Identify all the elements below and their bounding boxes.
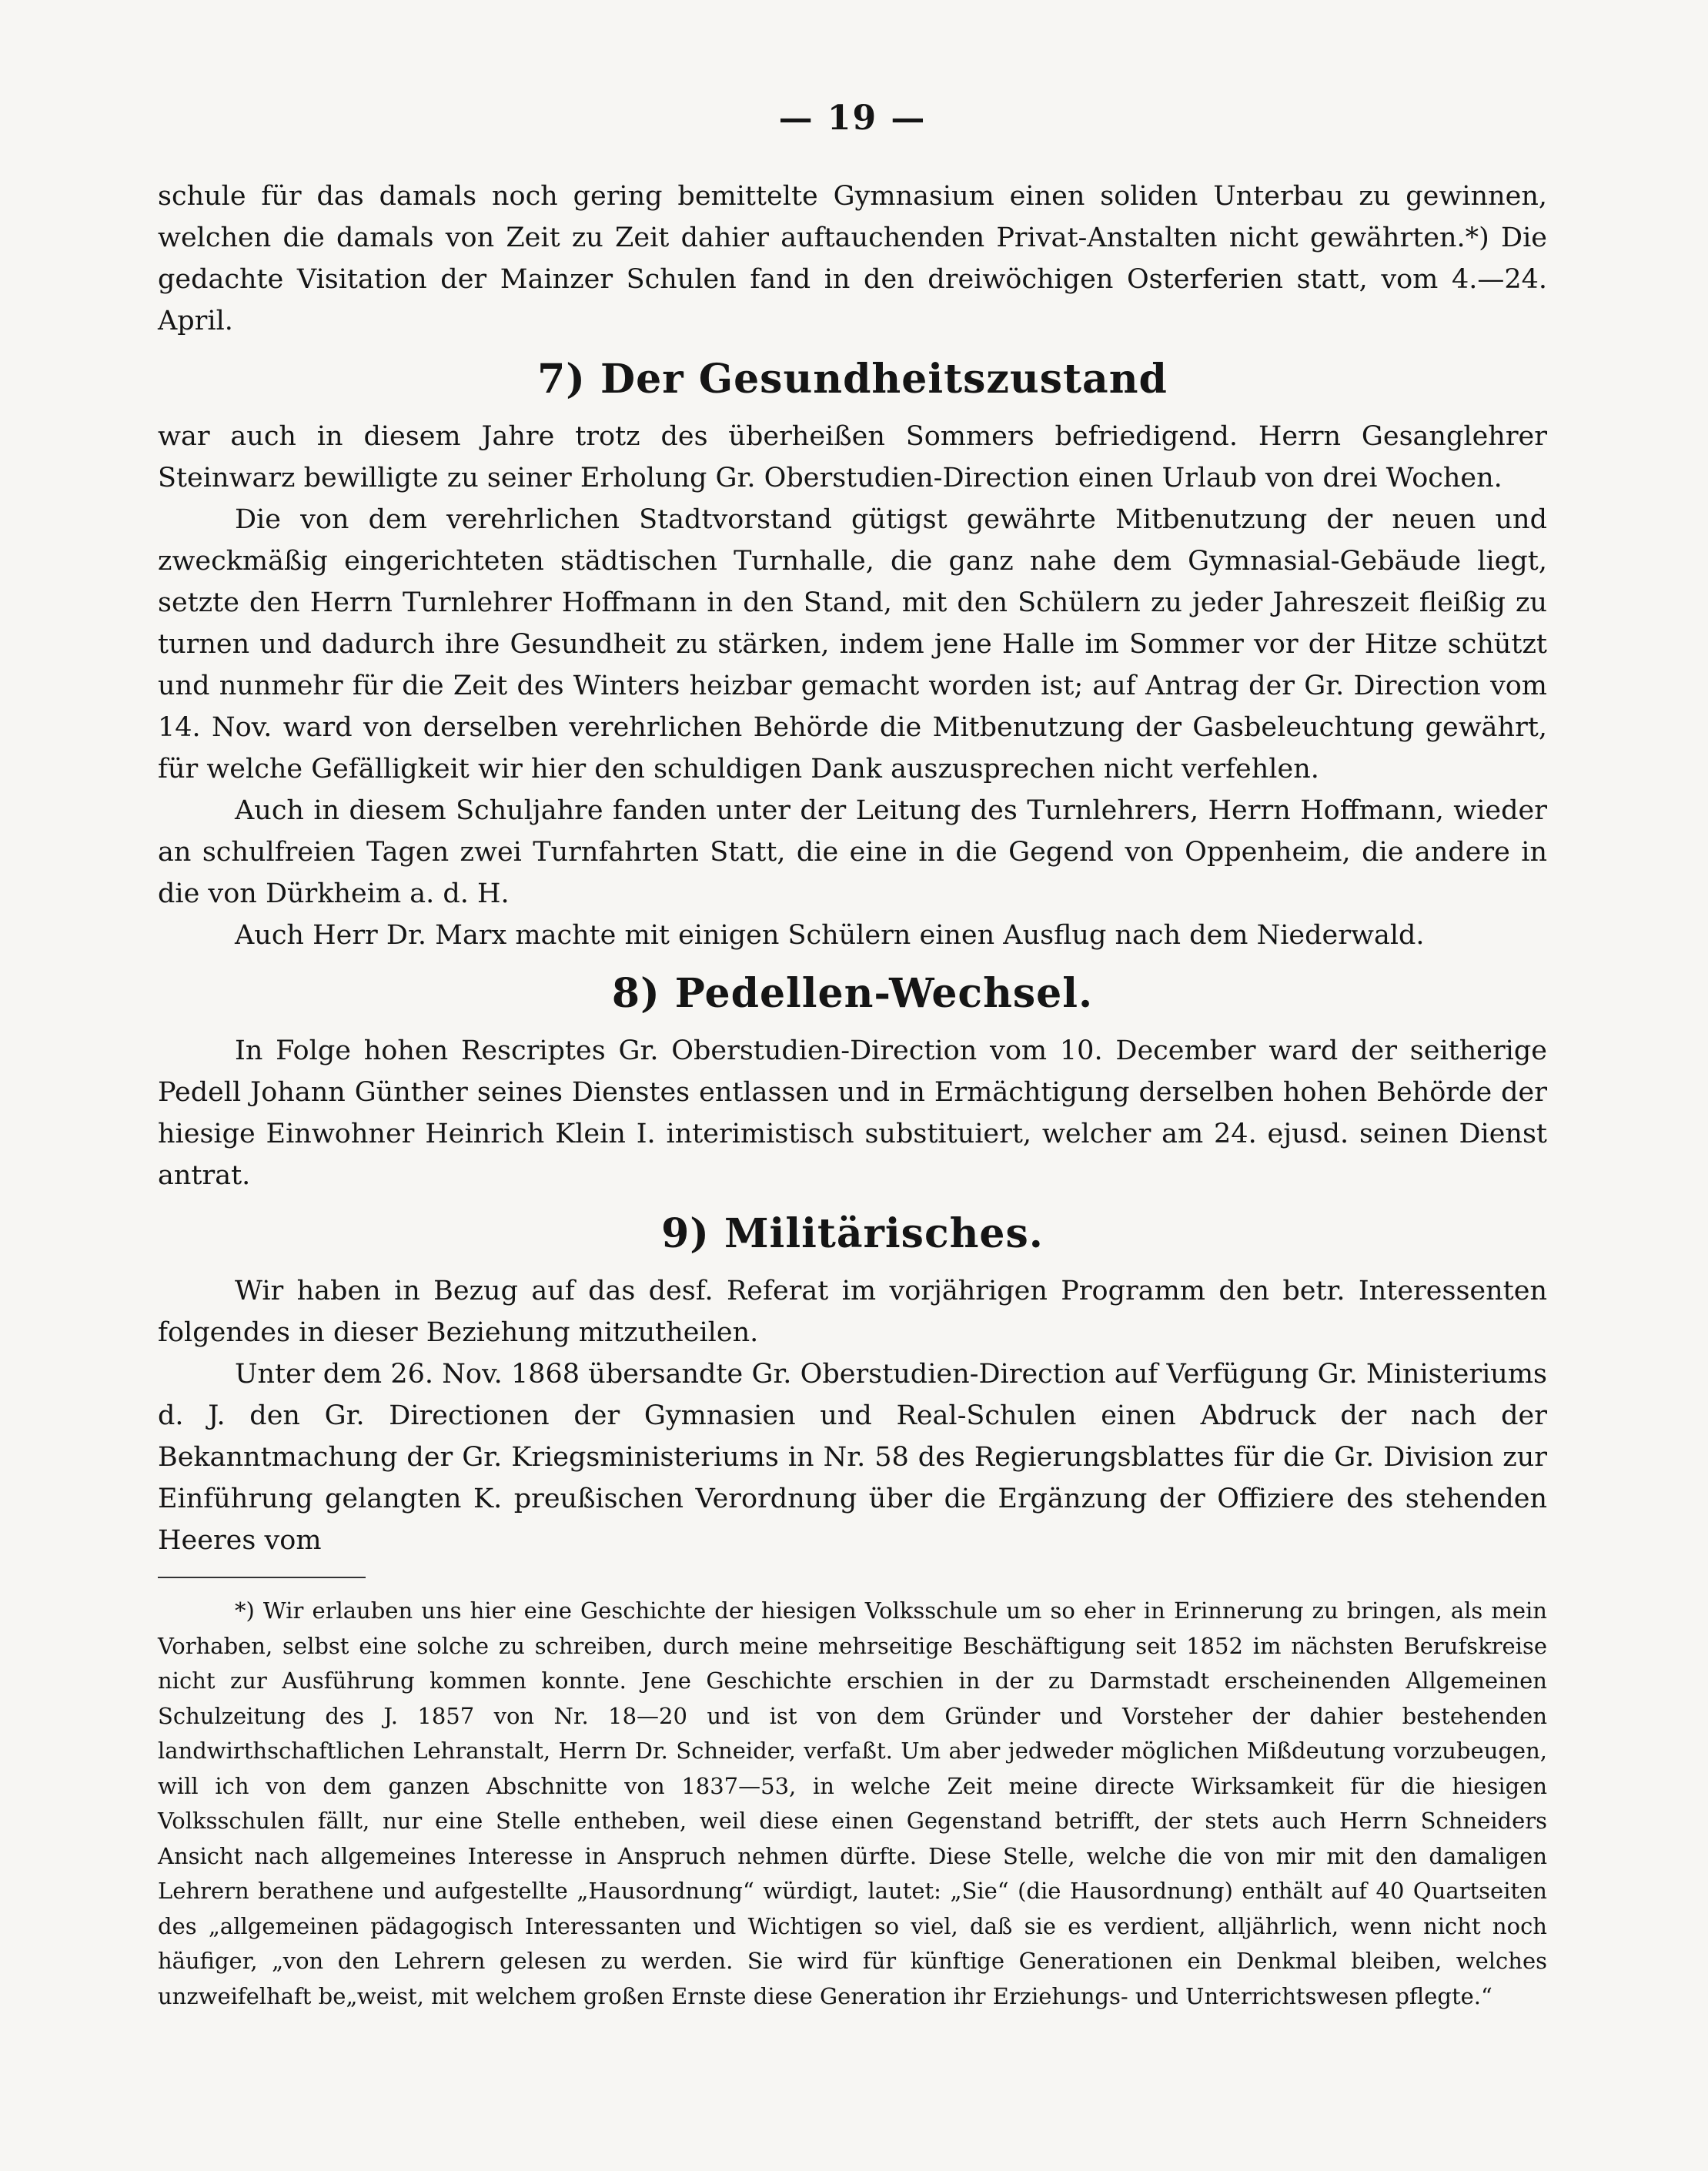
section-9-paragraph-1: Wir haben in Bezug auf das desf. Referat im vorjährigen Programm den betr. Interessenten folgendes in dieser Beziehung mitzutheilen.	[158, 1276, 1547, 1348]
section-7-paragraph-1: war auch in diesem Jahre trotz des überheißen Sommers befriedigend. Herrn Gesanglehrer Steinwarz bewilligte zu seiner Erholung Gr. Oberstudien-Direction einen Urlaub von drei Wochen.	[158, 421, 1547, 493]
continuation-paragraph: schule für das damals noch gering bemittelte Gymnasium einen soliden Unterbau zu gewinnen, welchen die damals von Zeit zu Zeit dahier auftauchenden Privat-Anstalten nicht gewährten.*) Die gedachte Visitation der Mainzer Schulen fand in den dreiwöchigen Osterferien statt, vom 4.—24. April.	[158, 181, 1547, 336]
section-7-paragraph-2: Die von dem verehrlichen Stadtvorstand gütigst gewährte Mitbenutzung der neuen und zweckmäßig eingerichteten städtischen Turnhalle, die ganz nahe dem Gymnasial-Gebäude liegt, setzte den Herrn Turnlehrer Hoffmann in den Stand, mit den Schülern zu jeder Jahreszeit fleißig zu turnen und dadurch ihre Gesundheit zu stärken, indem jene Halle im Sommer vor der Hitze schützt und nunmehr für die Zeit des Winters heizbar gemacht worden ist; auf Antrag der Gr. Direction vom 14. Nov. ward von derselben verehrlichen Behörde die Mitbenutzung der Gasbeleuchtung gewährt, für welche Gefälligkeit wir hier den schuldigen Dank auszusprechen nicht verfehlen.	[158, 504, 1547, 784]
page-number: — 19 —	[778, 99, 927, 138]
section-9-heading: 9) Militärisches.	[661, 1210, 1044, 1257]
footnote-block	[158, 1594, 1547, 2014]
section-7-paragraph-4: Auch Herr Dr. Marx machte mit einigen Schülern einen Ausflug nach dem Niederwald.	[235, 920, 1425, 951]
body-text	[158, 176, 1547, 2014]
footnote-divider	[158, 1577, 366, 1578]
section-7-paragraph-3: Auch in diesem Schuljahre fanden unter der Leitung des Turnlehrers, Herrn Hoffmann, wieder an schulfreien Tagen zwei Turnfahrten Statt, die eine in die Gegend von Oppenheim, die andere in die von Dürkheim a. d. H.	[158, 795, 1547, 909]
section-8-paragraph-1: In Folge hohen Rescriptes Gr. Oberstudien-Direction vom 10. December ward der seitherige Pedell Johann Günther seines Dienstes entlassen und in Ermächtigung derselben hohen Behörde der hiesige Einwohner Heinrich Klein I. interimistisch substituiert, welcher am 24. ejusd. seinen Dienst antrat.	[158, 1035, 1547, 1191]
section-8-heading: 8) Pedellen-Wechsel.	[611, 970, 1094, 1017]
footnote-text: *) Wir erlauben uns hier eine Geschichte der hiesigen Volksschule um so eher in Erinnerung zu bringen, als mein Vorhaben, selbst eine solche zu schreiben, durch meine mehrseitige Beschäftigung seit 1852 im nächsten Berufskreise nicht zur Ausführung kommen konnte. Jene Geschichte erschien in der zu Darmstadt erscheinenden Allgemeinen Schulzeitung des J. 1857 von Nr. 18—20 und ist von dem Gründer und Vorsteher der dahier bestehenden landwirthschaftlichen Lehranstalt, Herrn Dr. Schneider, verfaßt. Um aber jedweder möglichen Mißdeutung vorzubeugen, will ich von dem ganzen Abschnitte von 1837—53, in welche Zeit meine directe Wirksamkeit für die hiesigen Volksschulen fällt, nur eine Stelle entheben, weil diese einen Gegenstand betrifft, der stets auch Herrn Schneiders Ansicht nach allgemeines Interesse in Anspruch nehmen dürfte. Diese Stelle, welche die von mir mit den damaligen Lehrern berathene und aufgestellte „Hausordnung“ würdigt, lautet: „Sie“ (die Hausordnung) enthält auf 40 Quartseiten des „allgemeinen pädagogisch Interessanten und Wichtigen so viel, daß sie es verdient, alljährlich, wenn nicht noch häufiger, „von den Lehrern gelesen zu werden. Sie wird für künftige Generationen ein Denkmal bleiben, welches unzweifelhaft be„weist, mit welchem großen Ernste diese Generation ihr Erziehungs- und Unterrichtswesen pflegte.“	[158, 1597, 1547, 2009]
section-7-heading: 7) Der Gesundheitszustand	[537, 356, 1168, 403]
section-9-paragraph-2: Unter dem 26. Nov. 1868 übersandte Gr. Oberstudien-Direction auf Verfügung Gr. Ministeriums d. J. den Gr. Directionen der Gymnasien und Real-Schulen einen Abdruck der nach der Bekanntmachung der Gr. Kriegsministeriums in Nr. 58 des Regierungsblattes für die Gr. Division zur Einführung gelangten K. preußischen Verordnung über die Ergänzung der Offiziere des stehenden Heeres vom	[158, 1359, 1547, 1556]
